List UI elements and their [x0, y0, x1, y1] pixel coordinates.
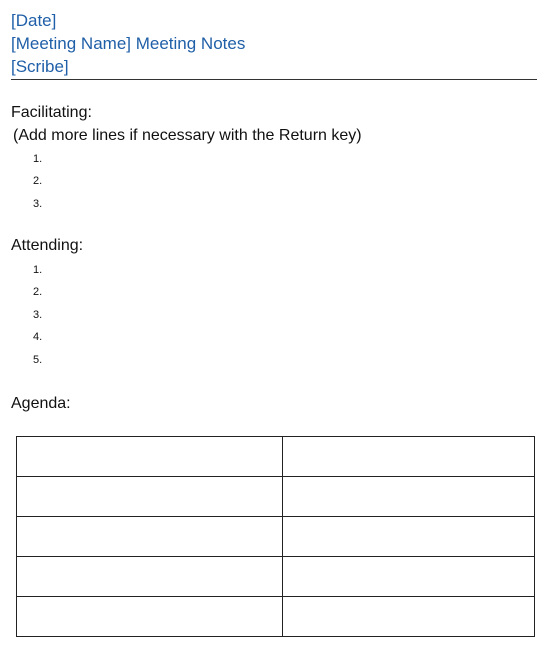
list-item[interactable]: 5.: [33, 353, 43, 366]
list-item[interactable]: 3.: [33, 197, 43, 210]
date-placeholder[interactable]: [Date]: [11, 11, 57, 30]
table-cell[interactable]: [283, 517, 535, 557]
header-divider: [11, 79, 537, 80]
table-cell[interactable]: [17, 597, 283, 637]
agenda-heading: Agenda:: [11, 395, 71, 412]
meeting-title[interactable]: [Meeting Name] Meeting Notes: [11, 34, 246, 53]
table-row: [17, 477, 535, 517]
table-cell[interactable]: [283, 597, 535, 637]
facilitating-heading: Facilitating:: [11, 104, 92, 121]
facilitating-list: [33, 152, 42, 219]
list-item[interactable]: 4.: [33, 331, 43, 344]
table-row: [17, 597, 535, 637]
list-item[interactable]: 1.: [33, 264, 43, 276]
table-cell[interactable]: [283, 557, 535, 597]
table-cell[interactable]: [17, 477, 283, 517]
attending-heading: Attending:: [11, 237, 84, 254]
list-item[interactable]: 1.: [33, 153, 43, 165]
agenda-table: [16, 436, 535, 637]
table-cell[interactable]: [17, 517, 283, 557]
table-cell[interactable]: [283, 477, 535, 517]
table-row: [17, 437, 535, 477]
list-item[interactable]: 2.: [33, 286, 43, 299]
list-item[interactable]: 3.: [33, 308, 43, 321]
table-cell[interactable]: [17, 437, 283, 477]
list-item[interactable]: 2.: [33, 175, 43, 188]
attending-list: [33, 263, 42, 375]
document-header: [11, 9, 537, 78]
scribe-placeholder[interactable]: [Scribe]: [11, 57, 69, 76]
facilitating-note: (Add more lines if necessary with the Return key): [13, 127, 362, 144]
table-row: [17, 517, 535, 557]
table-cell[interactable]: [283, 437, 535, 477]
table-cell[interactable]: [17, 557, 283, 597]
table-row: [17, 557, 535, 597]
